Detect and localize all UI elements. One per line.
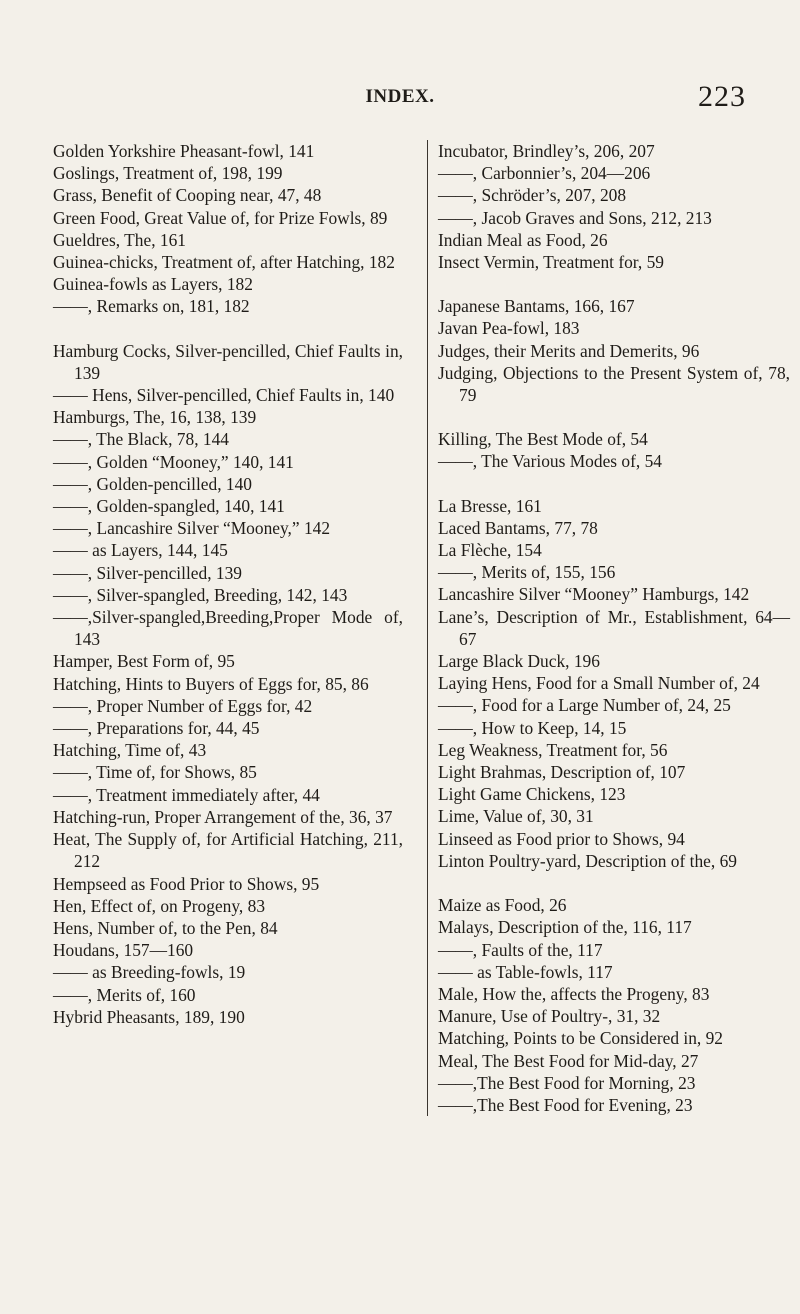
page-header <box>0 80 800 120</box>
index-entry: Manure, Use of Poultry-, 31, 32 <box>438 1006 661 1027</box>
index-entry: —— as Table-fowls, 117 <box>438 961 613 982</box>
index-entry: Incubator, Brindley’s, 206, 207 <box>438 141 655 161</box>
index-entry: ——, Schröder’s, 207, 208 <box>438 185 627 206</box>
index-entry: Green Food, Great Value of, for Prize Fowls, 89 <box>53 207 388 228</box>
index-entry: Hatching, Hints to Buyers of Eggs for, 85, 86 <box>53 673 369 694</box>
index-entry: Killing, The Best Mode of, 54 <box>438 429 648 450</box>
index-entry: ——,The Best Food for Morning, 23 <box>438 1072 696 1093</box>
index-entry: Leg Weakness, Treatment for, 56 <box>438 739 668 760</box>
index-entry: La Bresse, 161 <box>438 495 542 516</box>
index-entry: ——,The Best Food for Evening, 23 <box>438 1094 693 1115</box>
index-entry: ——, Silver-spangled, Breeding, 142, 143 <box>53 584 348 605</box>
index-entry: Hen, Effect of, on Progeny, 83 <box>53 895 266 916</box>
index-entry: Meal, The Best Food for Mid-day, 27 <box>438 1050 699 1071</box>
index-entry: Hamburg Cocks, Silver-pencilled, Chief Faults in, 139 <box>53 340 403 383</box>
index-entry: ——, Golden-spangled, 140, 141 <box>53 496 285 517</box>
index-entry: Laced Bantams, 77, 78 <box>438 517 598 538</box>
index-entry: Linseed as Food prior to Shows, 94 <box>438 828 685 849</box>
page-number: 223 <box>698 80 746 113</box>
index-entry: Heat, The Supply of, for Artificial Hatching, 211, 212 <box>53 829 403 872</box>
index-entry: Golden Yorkshire Pheasant-fowl, 141 <box>53 141 315 161</box>
index-entry: Hybrid Pheasants, 189, 190 <box>53 1006 245 1027</box>
index-entry: ——, Proper Number of Eggs for, 42 <box>53 695 313 716</box>
index-entry: Goslings, Treatment of, 198, 199 <box>53 163 283 184</box>
index-entry: Indian Meal as Food, 26 <box>438 229 608 250</box>
index-entry: ——, Preparations for, 44, 45 <box>53 718 260 739</box>
index-entry: Lane’s, Description of Mr., Establishment, 64—67 <box>438 606 790 649</box>
index-entry: Matching, Points to be Considered in, 92 <box>438 1028 723 1049</box>
index-entry: ——, Time of, for Shows, 85 <box>53 762 257 783</box>
index-entry: Japanese Bantams, 166, 167 <box>438 296 635 317</box>
index-entry: Male, How the, affects the Progeny, 83 <box>438 983 710 1004</box>
index-entry: Large Black Duck, 196 <box>438 651 600 672</box>
index-entry: Lime, Value of, 30, 31 <box>438 806 594 827</box>
letter-group-gap <box>53 318 403 340</box>
index-entry: Houdans, 157—160 <box>53 940 194 961</box>
index-entry: Javan Pea-fowl, 183 <box>438 318 580 339</box>
index-entry: ——, Silver-pencilled, 139 <box>53 562 242 583</box>
index-entry: Grass, Benefit of Cooping near, 47, 48 <box>53 185 322 206</box>
letter-group-gap <box>438 872 790 894</box>
index-entry: Judges, their Merits and Demerits, 96 <box>438 340 700 361</box>
letter-group-gap <box>438 273 790 295</box>
index-entry: Malays, Description of the, 116, 117 <box>438 917 692 938</box>
index-entry: ——, Jacob Graves and Sons, 212, 213 <box>438 207 712 228</box>
index-entry: ——, Golden “Mooney,” 140, 141 <box>53 451 294 472</box>
index-entry: Hens, Number of, to the Pen, 84 <box>53 917 278 938</box>
index-entry: Judging, Objections to the Present System of, 78, 79 <box>438 362 790 406</box>
index-entry: Light Game Chickens, 123 <box>438 784 626 805</box>
index-column-right <box>427 140 790 1116</box>
index-entry: ——, Faults of the, 117 <box>438 939 603 960</box>
index-entry: Hempseed as Food Prior to Shows, 95 <box>53 873 320 894</box>
index-entry: ——, Remarks on, 181, 182 <box>53 296 250 317</box>
letter-group-gap <box>438 473 790 495</box>
index-entry: ——, Food for a Large Number of, 24, 25 <box>438 695 731 716</box>
index-entry: ——, Merits of, 155, 156 <box>438 562 616 583</box>
index-entry: Hatching-run, Proper Arrangement of the, 36, 37 <box>53 806 393 827</box>
index-entry: La Flèche, 154 <box>438 540 542 561</box>
index-entry: ——,Silver-spangled,Breeding,Proper Mode of, 143 <box>53 607 403 650</box>
index-entry: ——, The Various Modes of, 54 <box>438 451 662 472</box>
index-entry: Lancashire Silver “Mooney” Hamburgs, 142 <box>438 584 750 605</box>
index-entry: Hamper, Best Form of, 95 <box>53 651 235 672</box>
index-entry: ——, Carbonnier’s, 204—206 <box>438 163 651 184</box>
index-entry: ——, Lancashire Silver “Mooney,” 142 <box>53 518 331 539</box>
index-entry: Hamburgs, The, 16, 138, 139 <box>53 407 257 428</box>
index-entry: Linton Poultry-yard, Description of the, 69 <box>438 850 737 871</box>
index-column-left <box>53 140 403 1028</box>
index-entry: ——, Golden-pencilled, 140 <box>53 473 252 494</box>
index-entry: ——, How to Keep, 14, 15 <box>438 717 627 738</box>
index-entry: —— as Layers, 144, 145 <box>53 540 228 561</box>
index-entry: Laying Hens, Food for a Small Number of, 24 <box>438 673 760 694</box>
index-entry: Guinea-chicks, Treatment of, after Hatching, 182 <box>53 252 395 273</box>
index-entry: ——, The Black, 78, 144 <box>53 429 229 450</box>
index-entry: Hatching, Time of, 43 <box>53 740 207 761</box>
index-entry: ——, Merits of, 160 <box>53 984 196 1005</box>
index-entry: Light Brahmas, Description of, 107 <box>438 762 686 783</box>
index-entry: Gueldres, The, 161 <box>53 229 186 250</box>
index-entry: Insect Vermin, Treatment for, 59 <box>438 252 664 273</box>
index-entry: —— as Breeding-fowls, 19 <box>53 962 246 983</box>
index-entry: ——, Treatment immediately after, 44 <box>53 784 320 805</box>
running-title: INDEX. <box>365 86 435 107</box>
index-entry: Guinea-fowls as Layers, 182 <box>53 274 253 295</box>
letter-group-gap <box>438 406 790 428</box>
index-entry: —— Hens, Silver-pencilled, Chief Faults in, 140 <box>53 385 395 406</box>
index-entry: Maize as Food, 26 <box>438 895 567 916</box>
